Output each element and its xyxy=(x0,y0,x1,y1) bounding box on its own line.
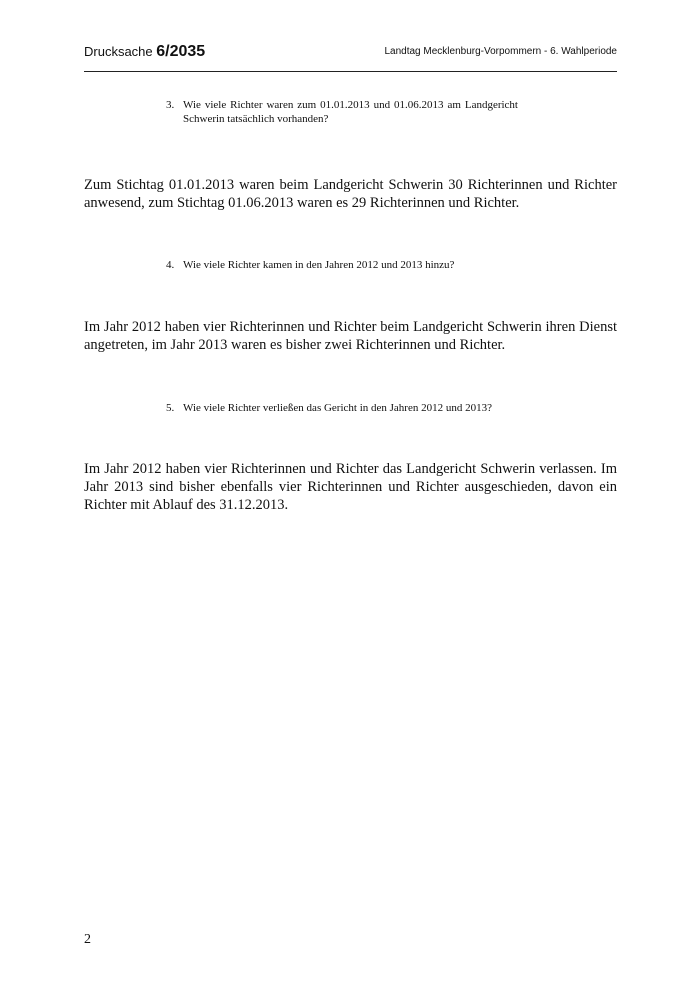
question-number: 5. xyxy=(166,402,175,414)
document-reference xyxy=(84,43,205,61)
document-number: 6/2035 xyxy=(156,43,206,60)
answer-4: Im Jahr 2012 haben vier Richterinnen und Richter beim Landgericht Schwerin ihren Dienst angetreten, im Jahr 2013 waren es bisher zwei Richterinnen und Richter. xyxy=(84,319,617,353)
document-label: Drucksache xyxy=(84,44,153,59)
parliament-name: Landtag Mecklenburg-Vorpommern - 6. Wahlperiode xyxy=(384,46,617,57)
answer-5: Im Jahr 2012 haben vier Richterinnen und Richter das Landgericht Schwerin verlassen. Im Jahr 2013 sind bisher ebenfalls vier Richterinnen und Richter ausgeschieden, davon ein Richter mit Ablauf des 31.12.2013. xyxy=(84,461,617,513)
page-header xyxy=(84,43,617,65)
question-number: 3. xyxy=(166,99,175,111)
question-4 xyxy=(166,258,518,272)
question-number: 4. xyxy=(166,259,175,271)
answer-3: Zum Stichtag 01.01.2013 waren beim Landgericht Schwerin 30 Richterinnen und Richter anwesend, zum Stichtag 01.06.2013 waren es 29 Richterinnen und Richter. xyxy=(84,177,617,211)
question-text: Wie viele Richter waren zum 01.01.2013 und 01.06.2013 am Landgericht Schwerin tatsächlich vorhanden? xyxy=(183,99,518,125)
question-3 xyxy=(166,98,518,126)
question-text: Wie viele Richter kamen in den Jahren 2012 und 2013 hinzu? xyxy=(183,259,455,271)
question-text: Wie viele Richter verließen das Gericht in den Jahren 2012 und 2013? xyxy=(183,402,492,414)
page-number: 2 xyxy=(84,932,91,947)
header-divider xyxy=(84,71,617,72)
question-5 xyxy=(166,401,518,415)
